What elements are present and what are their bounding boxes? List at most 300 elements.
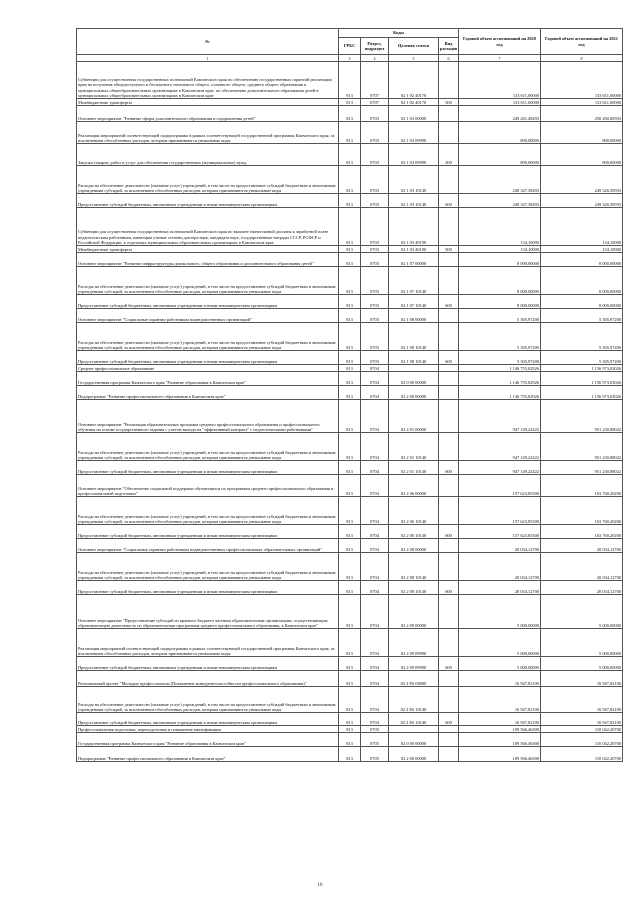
row-grbs: 813 [339,713,361,726]
table-row [77,581,623,595]
row-kind-code [439,629,459,657]
table-row [77,386,623,400]
row-target-code: 02 1 07 10140 [389,267,439,295]
row-kind-code: 500 [439,99,459,106]
row-volume-2021: 5 305,97200 [541,323,623,351]
row-kind-code [439,323,459,351]
row-name: Среднее профессиональное образование [77,365,339,372]
index-cell: 4 [361,55,389,62]
header-volume-2020: Годовой объем ассигнований на 2020 год [459,29,541,55]
row-name: Расходы на обеспечение деятельности (оказание услуг) учреждений, в том числе на предоставление субсидий бюджетным и автономным учреждениям субсидий, за исключением обособленных расходов, которым присваиваются уникальные коды [77,166,339,194]
row-name: Региональный проект "Молодые профессионалы (Повышение конкурентоспособности профессионального образования)" [77,671,339,687]
row-volume-2020: 5 000,00000 [459,629,541,657]
row-grbs: 813 [339,122,361,144]
row-kind-code: 600 [439,461,459,475]
row-grbs: 813 [339,687,361,713]
row-name: Расходы на обеспечение деятельности (оказание услуг) учреждений, в том числе на предоставление субсидий бюджетным и автономным учреждениям субсидий, за исключением обособленных расходов, которым присваиваются уникальные коды [77,687,339,713]
row-name: Подпрограмма "Развитие профессионального образования в Камчатском крае" [77,386,339,400]
row-target-code: 02 2 08 10140 [389,581,439,595]
row-volume-2020: 5 000,00000 [459,657,541,671]
row-name: Предоставление субсидий бюджетным, автономным учреждениям и иным некоммерческим организациям [77,351,339,365]
row-grbs: 813 [339,99,361,106]
row-volume-2021: 163 760,20200 [541,497,623,525]
row-kind-code: 600 [439,581,459,595]
row-section: 0703 [361,144,389,166]
row-section: 0704 [361,475,389,497]
row-kind-code [439,553,459,581]
row-section: 0703 [361,194,389,208]
row-grbs: 813 [339,581,361,595]
row-target-code: 02 1 02 40170 [389,62,439,99]
row-section: 0704 [361,497,389,525]
row-volume-2021: 110 042,20700 [541,747,623,762]
row-target-code: 02 2 E6 10140 [389,713,439,726]
row-name: Межбюджетные трансферты [77,99,339,106]
row-target-code: 02 2 06 00000 [389,475,439,497]
row-volume-2021: 110 042,20700 [541,726,623,733]
row-volume-2021: 5 000,00000 [541,629,623,657]
row-volume-2021: 5 305,97200 [541,309,623,323]
row-name: Основное мероприятие "Обеспечение социальной поддержки обучающихся по программам среднего профессионального образования и профессиональной подготовки" [77,475,339,497]
row-target-code: 02 1 03 10140 [389,194,439,208]
table-row [77,323,623,351]
row-grbs: 813 [339,372,361,386]
row-grbs: 813 [339,595,361,629]
row-volume-2021: 134,10000 [541,208,623,246]
row-section: 0704 [361,386,389,400]
row-grbs: 813 [339,400,361,433]
row-volume-2021: 800,00000 [541,144,623,166]
header-num: № [77,29,339,55]
row-target-code: 02 2 09 09990 [389,657,439,671]
row-kind-code [439,62,459,99]
row-kind-code [439,208,459,246]
table-row [77,497,623,525]
row-section: 0704 [361,400,389,433]
header-volume-2021: Годовой объем ассигнований на 2021 год [541,29,623,55]
row-section: 0703 [361,106,389,122]
row-target-code: 02 2 00 00000 [389,386,439,400]
row-section: 0705 [361,733,389,747]
row-target-code: 02 1 03 09990 [389,122,439,144]
row-volume-2021: 5 305,97200 [541,351,623,365]
row-grbs: 813 [339,475,361,497]
row-grbs: 813 [339,106,361,122]
row-volume-2021: 16 947,82100 [541,713,623,726]
row-grbs: 813 [339,525,361,539]
row-section: 0703 [361,323,389,351]
index-cell: 7 [459,55,541,62]
row-volume-2021: 800,00000 [541,122,623,144]
table-row [77,657,623,671]
row-grbs: 813 [339,497,361,525]
row-target-code: 02 2 E6 00000 [389,671,439,687]
table-row [77,106,623,122]
row-grbs: 813 [339,295,361,309]
row-grbs: 813 [339,657,361,671]
row-section: 0703 [361,166,389,194]
row-volume-2020: 947 149,22422 [459,400,541,433]
table-body [77,55,623,762]
row-volume-2021: 1 156 973,03026 [541,386,623,400]
row-kind-code: 500 [439,246,459,253]
row-target-code: 02 1 03 40190 [389,246,439,253]
row-volume-2020: 5 305,97200 [459,309,541,323]
row-volume-2020: 133 611,00000 [459,62,541,99]
row-target-code: 02 2 08 00000 [389,539,439,553]
row-name: Предоставление субсидий бюджетным, автономным учреждениям и иным некоммерческим организациям [77,461,339,475]
table-row [77,733,623,747]
table-row [77,372,623,386]
row-kind-code [439,386,459,400]
row-volume-2020: 5 000,00000 [459,595,541,629]
row-name: Предоставление субсидий бюджетным, автономным учреждениям и иным некоммерческим организациям [77,713,339,726]
row-target-code: 02 1 08 10140 [389,351,439,365]
row-name: Субвенции для осуществления государственных полномочий Камчатского края по выплате ежемесячной доплаты к заработной плате педагогическим работникам, имеющим ученые степени доктора наук, кандидата наук, государственные награды СССР, РСФСР и Российской Федерации, в отдельных муниципальных образовательных организациях в Камчатском крае [77,208,339,246]
row-grbs: 813 [339,671,361,687]
header-section: Раздел, подраздел [361,38,389,55]
row-volume-2021: 20 034,12700 [541,581,623,595]
table-row [77,629,623,657]
row-name: Государственная программа Камчатского края "Развитие образования в Камчатском крае" [77,372,339,386]
header-row-1 [77,29,623,38]
row-grbs: 813 [339,539,361,553]
row-name: Расходы на обеспечение деятельности (оказание услуг) учреждений, в том числе на предоставление субсидий бюджетным и автономным учреждениям субсидий, за исключением обособленных расходов, которым присваиваются уникальные коды [77,433,339,461]
row-volume-2021: 5 000,00000 [541,657,623,671]
row-section: 0704 [361,671,389,687]
table-row [77,461,623,475]
row-grbs: 813 [339,733,361,747]
row-name: Предоставление субсидий бюджетным, автономным учреждениям и иным некоммерческим организациям [77,295,339,309]
index-cell: 5 [389,55,439,62]
row-kind-code [439,106,459,122]
row-name: Предоставление субсидий бюджетным, автономным учреждениям и иным некоммерческим организациям [77,194,339,208]
row-name: Подпрограмма "Развитие профессионального образования в Камчатском крае" [77,747,339,762]
row-name: Расходы на обеспечение деятельности (оказание услуг) учреждений, в том числе на предоставление субсидий бюджетным и автономным учреждениям субсидий, за исключением обособленных расходов, которым присваиваются уникальные коды [77,267,339,295]
row-volume-2021: 1 156 973,03026 [541,372,623,386]
header-kind: Вид расходов [439,38,459,55]
row-volume-2020: 800,00000 [459,144,541,166]
budget-table-page [76,28,622,762]
table-row [77,208,623,246]
budget-table [76,28,623,762]
row-volume-2021: 110 042,20700 [541,733,623,747]
row-target-code: 02 2 09 09990 [389,629,439,657]
row-name: Межбюджетные трансферты [77,246,339,253]
row-volume-2020: 1 146 755,02926 [459,386,541,400]
row-section: 0704 [361,581,389,595]
row-volume-2021: 133 611,00000 [541,62,623,99]
table-row [77,747,623,762]
row-kind-code [439,433,459,461]
page-number: 16 [317,883,323,888]
row-kind-code [439,539,459,553]
row-volume-2021: 20 034,12700 [541,553,623,581]
row-section: 0704 [361,657,389,671]
row-kind-code [439,747,459,762]
row-volume-2020: 134,10000 [459,246,541,253]
row-volume-2020: 133 611,00000 [459,99,541,106]
table-row [77,144,623,166]
row-volume-2020: 134,10000 [459,208,541,246]
row-name: Реализация мероприятий соответствующей подпрограммы в рамках соответствующей государственной программы Камчатского края, за исключением обособленных расходов, которым присваиваются уникальные коды [77,629,339,657]
table-row [77,475,623,497]
row-kind-code: 600 [439,295,459,309]
row-grbs: 813 [339,365,361,372]
row-kind-code [439,475,459,497]
row-kind-code: 600 [439,657,459,671]
table-row [77,400,623,433]
row-target-code: 02 1 08 00000 [389,309,439,323]
row-kind-code: 600 [439,713,459,726]
row-volume-2021: 951 230,88022 [541,433,623,461]
row-target-code: 02 1 03 09990 [389,144,439,166]
row-volume-2021: 8 000,00000 [541,253,623,267]
row-volume-2021: 5 000,00000 [541,595,623,629]
row-grbs: 813 [339,62,361,99]
row-grbs: 813 [339,726,361,733]
row-target-code: 02 2 01 00000 [389,400,439,433]
row-volume-2020: 8 000,00000 [459,267,541,295]
row-section: 0703 [361,208,389,246]
row-target-code: 02 2 00 00000 [389,747,439,762]
row-kind-code [439,372,459,386]
row-target-code [389,365,439,372]
row-volume-2020: 20 034,12700 [459,581,541,595]
row-target-code: 02 2 01 10140 [389,461,439,475]
row-section: 0704 [361,539,389,553]
row-section: 0704 [361,372,389,386]
row-grbs: 813 [339,267,361,295]
row-section: 0705 [361,747,389,762]
row-grbs: 813 [339,553,361,581]
row-target-code: 02 1 03 40190 [389,208,439,246]
row-volume-2020: 947 149,22422 [459,461,541,475]
index-cell: 1 [77,55,339,62]
row-volume-2020: 248 347,38493 [459,194,541,208]
row-grbs: 813 [339,144,361,166]
row-volume-2020: 8 000,00000 [459,295,541,309]
row-section: 0703 [361,267,389,295]
row-section: 0705 [361,726,389,733]
table-row [77,671,623,687]
row-kind-code: 200 [439,144,459,166]
row-volume-2020: 1 146 755,02926 [459,372,541,386]
row-target-code: 02 2 09 00000 [389,595,439,629]
row-section: 0704 [361,595,389,629]
row-kind-code [439,733,459,747]
row-volume-2020: 109 566,46300 [459,726,541,733]
row-target-code: 02 2 08 10140 [389,553,439,581]
row-volume-2020: 5 305,97200 [459,323,541,351]
row-target-code: 02 2 06 10140 [389,497,439,525]
row-volume-2020: 248 347,38493 [459,166,541,194]
table-row [77,267,623,295]
row-grbs: 813 [339,194,361,208]
row-kind-code: 600 [439,525,459,539]
row-target-code: 02 1 03 00000 [389,106,439,122]
row-kind-code [439,595,459,629]
row-section: 0704 [361,433,389,461]
row-grbs: 813 [339,747,361,762]
row-grbs: 813 [339,351,361,365]
table-row [77,62,623,99]
row-kind-code [439,726,459,733]
row-kind-code [439,687,459,713]
row-kind-code [439,365,459,372]
row-section: 0704 [361,365,389,372]
row-section: 0707 [361,62,389,99]
table-row [77,726,623,733]
row-grbs: 813 [339,433,361,461]
table-row [77,713,623,726]
row-target-code: 02 1 08 10140 [389,323,439,351]
table-row [77,553,623,581]
row-volume-2021: 163 760,20200 [541,475,623,497]
table-row [77,99,623,106]
row-name: Закупка товаров, работ и услуг для обеспечения государственных (муниципальных) нужд [77,144,339,166]
row-section: 0703 [361,309,389,323]
table-row [77,351,623,365]
index-cell: 6 [439,55,459,62]
table-row [77,309,623,323]
row-volume-2020: 109 566,46300 [459,747,541,762]
row-kind-code [439,253,459,267]
row-name: Основное мероприятие "Социальные гарантии работникам подведомственных профессиональных образовательных организаций" [77,539,339,553]
row-volume-2020: 157 623,85300 [459,475,541,497]
table-row [77,253,623,267]
row-grbs: 813 [339,386,361,400]
row-volume-2021: 8 000,00000 [541,267,623,295]
table-row [77,166,623,194]
table-row [77,687,623,713]
row-section: 0703 [361,351,389,365]
row-name: Предоставление субсидий бюджетным, автономным учреждениям и иным некоммерческим организациям [77,581,339,595]
row-grbs: 813 [339,253,361,267]
table-row [77,525,623,539]
row-grbs: 813 [339,461,361,475]
row-volume-2020: 157 623,85300 [459,525,541,539]
row-volume-2021: 249 326,58593 [541,194,623,208]
row-volume-2021: 134,10000 [541,246,623,253]
row-target-code: 02 2 06 10140 [389,525,439,539]
header-target: Целевая статья [389,38,439,55]
row-volume-2021: 16 947,82100 [541,687,623,713]
row-name: Основное мероприятие "Реализация образовательных программ среднего профессионального образования и профессионального обучения на основе государственного задания с учетом выхода на "эффективный контракт" с педагогическими работниками" [77,400,339,433]
row-grbs: 813 [339,323,361,351]
row-volume-2020: 16 947,82100 [459,713,541,726]
row-volume-2020: 5 305,97200 [459,351,541,365]
row-name: Основное мероприятие "Предоставление субсидий из краевого бюджета частным образовательным организациям, осуществляющим образовательную деятельность по образовательным программам среднего профессионального образования, в Камчатском крае" [77,595,339,629]
row-grbs: 813 [339,246,361,253]
row-name: Основное мероприятие "Социальные гарантии работникам подведомственных организаций" [77,309,339,323]
row-kind-code: 600 [439,351,459,365]
row-section: 0707 [361,99,389,106]
row-target-code: 02 1 07 00000 [389,253,439,267]
row-target-code: 02 2 01 10140 [389,433,439,461]
row-volume-2021: 951 230,88022 [541,400,623,433]
row-volume-2020: 1 146 755,02926 [459,365,541,372]
row-target-code: 02 0 00 00000 [389,372,439,386]
row-volume-2020: 8 000,00000 [459,253,541,267]
row-volume-2020: 109 566,46300 [459,733,541,747]
row-section: 0704 [361,461,389,475]
row-section: 0704 [361,553,389,581]
row-volume-2021: 249 326,58593 [541,166,623,194]
row-name: Предоставление субсидий бюджетным, автономным учреждениям и иным некоммерческим организациям [77,657,339,671]
row-name: Основное мероприятие "Развитие инфраструктуры дошкольного, общего образования и дополнительного образования детей" [77,253,339,267]
index-row [77,55,623,62]
row-volume-2020: 157 623,85300 [459,497,541,525]
row-volume-2021: 1 156 973,03026 [541,365,623,372]
row-grbs: 813 [339,629,361,657]
row-target-code: 02 2 E6 10140 [389,687,439,713]
row-section: 0703 [361,295,389,309]
table-row [77,122,623,144]
row-name: Профессиональная подготовка, переподготовка и повышение квалификации [77,726,339,733]
row-kind-code [439,166,459,194]
row-volume-2021: 8 000,00000 [541,295,623,309]
row-kind-code [439,122,459,144]
row-volume-2020: 249 261,48493 [459,106,541,122]
row-name: Расходы на обеспечение деятельности (оказание услуг) учреждений, в том числе на предоставление субсидий бюджетным и автономным учреждениям субсидий, за исключением обособленных расходов, которым присваиваются уникальные коды [77,553,339,581]
row-name: Субвенции для осуществления государственных полномочий Камчатского края по обеспечению государственных гарантий реализации прав на получение общедоступного и бесплатного начального общего, основного общего, среднего общего образования в муниципальных общеобразовательных организациях в Камчатском крае, по обеспечению дополнительного образования детей в муниципальных общеобразовательных организациях в Камчатском крае [77,62,339,99]
table-row [77,246,623,253]
row-target-code: 02 1 03 10140 [389,166,439,194]
row-volume-2021: 16 947,82100 [541,671,623,687]
row-section: 0704 [361,713,389,726]
row-kind-code: 600 [439,194,459,208]
row-name: Предоставление субсидий бюджетным, автономным учреждениям и иным некоммерческим организациям [77,525,339,539]
table-row [77,595,623,629]
row-volume-2020: 20 034,12700 [459,553,541,581]
row-name: Основное мероприятие "Развитие сферы дополнительного образования и оздоровления детей" [77,106,339,122]
row-section: 0703 [361,253,389,267]
row-kind-code [439,497,459,525]
row-grbs: 813 [339,309,361,323]
row-volume-2020: 947 149,22422 [459,433,541,461]
row-volume-2020: 16 947,82100 [459,671,541,687]
row-section: 0703 [361,246,389,253]
table-row [77,295,623,309]
index-cell: 3 [339,55,361,62]
row-name: Расходы на обеспечение деятельности (оказание услуг) учреждений, в том числе на предоставление субсидий бюджетным и автономным учреждениям субсидий, за исключением обособленных расходов, которым присваиваются уникальные коды [77,497,339,525]
row-volume-2021: 20 034,12700 [541,539,623,553]
row-section: 0704 [361,629,389,657]
row-volume-2021: 163 760,20200 [541,525,623,539]
row-volume-2021: 250 260,68593 [541,106,623,122]
row-grbs: 813 [339,208,361,246]
row-section: 0704 [361,525,389,539]
table-row [77,433,623,461]
row-target-code [389,726,439,733]
row-volume-2020: 800,00000 [459,122,541,144]
row-volume-2020: 16 947,82100 [459,687,541,713]
row-name: Расходы на обеспечение деятельности (оказание услуг) учреждений, в том числе на предоставление субсидий бюджетным и автономным учреждениям субсидий, за исключением обособленных расходов, которым присваиваются уникальные коды [77,323,339,351]
header-grbs: ГРБС [339,38,361,55]
row-name: Реализация мероприятий соответствующей подпрограммы в рамках соответствующей государственной программы Камчатского края, за исключением обособленных расходов, которым присваиваются уникальные коды [77,122,339,144]
row-kind-code [439,400,459,433]
row-volume-2021: 951 230,88022 [541,461,623,475]
table-row [77,194,623,208]
row-name: Государственная программа Камчатского края "Развитие образования в Камчатском крае" [77,733,339,747]
row-section: 0704 [361,687,389,713]
row-volume-2020: 20 034,12700 [459,539,541,553]
row-grbs: 813 [339,166,361,194]
row-target-code: 02 0 00 00000 [389,733,439,747]
row-kind-code [439,267,459,295]
row-target-code: 02 1 02 40170 [389,99,439,106]
